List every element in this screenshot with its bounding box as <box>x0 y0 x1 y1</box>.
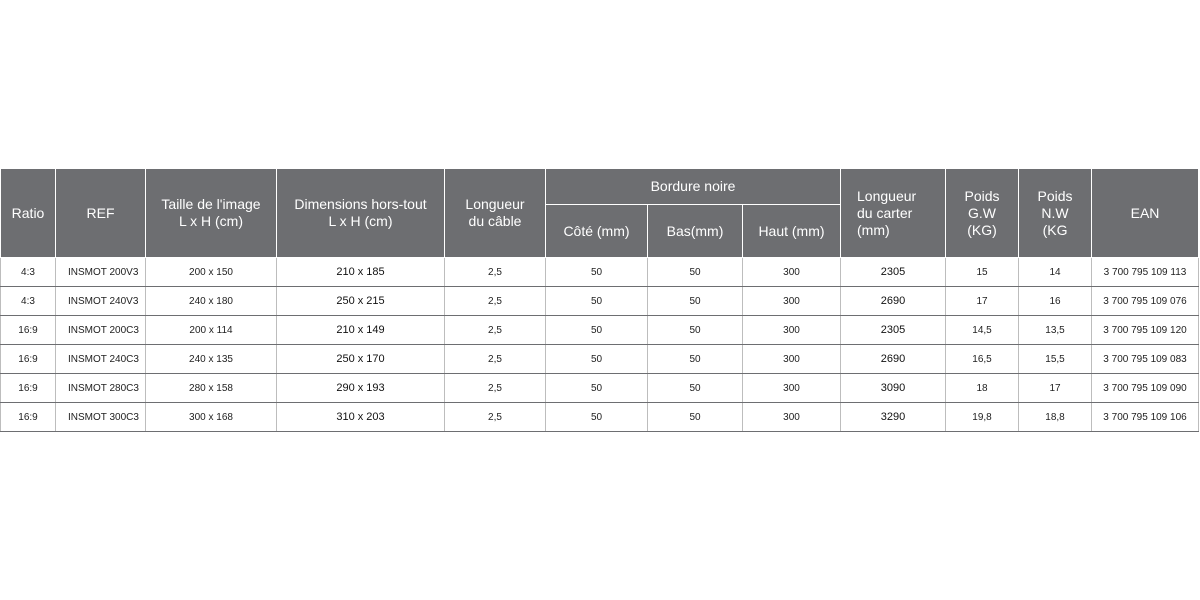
table-row <box>1 287 1199 316</box>
cell-longueur-cable: 2,5 <box>445 287 546 316</box>
table-body <box>1 258 1199 432</box>
cell-taille: 280 x 158 <box>146 374 277 403</box>
cell-longueur-cable: 2,5 <box>445 316 546 345</box>
cell-ratio: 4:3 <box>1 287 56 316</box>
header-poids-nw: Poids N.W (KG <box>1019 169 1092 258</box>
cell-cote: 50 <box>546 287 648 316</box>
cell-cote: 50 <box>546 374 648 403</box>
cell-haut: 300 <box>743 374 841 403</box>
cell-longueur-carter: 2690 <box>841 287 946 316</box>
cell-ratio: 16:9 <box>1 374 56 403</box>
cell-ean: 3 700 795 109 076 <box>1092 287 1199 316</box>
cell-haut: 300 <box>743 316 841 345</box>
table-header <box>1 169 1199 258</box>
cell-ref: INSMOT 240C3 <box>56 345 146 374</box>
cell-poids-gw: 18 <box>946 374 1019 403</box>
cell-ref: INSMOT 200V3 <box>56 258 146 287</box>
cell-ratio: 16:9 <box>1 345 56 374</box>
cell-longueur-cable: 2,5 <box>445 258 546 287</box>
cell-cote: 50 <box>546 403 648 432</box>
cell-taille: 240 x 135 <box>146 345 277 374</box>
cell-longueur-carter: 2305 <box>841 316 946 345</box>
table-row <box>1 345 1199 374</box>
cell-poids-gw: 14,5 <box>946 316 1019 345</box>
cell-cote: 50 <box>546 258 648 287</box>
spec-table <box>0 168 1199 432</box>
cell-haut: 300 <box>743 345 841 374</box>
cell-longueur-cable: 2,5 <box>445 403 546 432</box>
header-bas: Bas(mm) <box>648 205 743 258</box>
cell-ref: INSMOT 240V3 <box>56 287 146 316</box>
cell-dimensions: 250 x 170 <box>277 345 445 374</box>
cell-poids-gw: 19,8 <box>946 403 1019 432</box>
header-dimensions: Dimensions hors-tout L x H (cm) <box>277 169 445 258</box>
cell-poids-gw: 17 <box>946 287 1019 316</box>
cell-haut: 300 <box>743 403 841 432</box>
cell-ean: 3 700 795 109 113 <box>1092 258 1199 287</box>
cell-bas: 50 <box>648 345 743 374</box>
header-ean: EAN <box>1092 169 1199 258</box>
cell-longueur-carter: 3090 <box>841 374 946 403</box>
cell-poids-nw: 14 <box>1019 258 1092 287</box>
cell-taille: 200 x 114 <box>146 316 277 345</box>
cell-poids-gw: 16,5 <box>946 345 1019 374</box>
cell-ratio: 4:3 <box>1 258 56 287</box>
cell-ratio: 16:9 <box>1 403 56 432</box>
cell-cote: 50 <box>546 345 648 374</box>
cell-taille: 300 x 168 <box>146 403 277 432</box>
header-bordure-noire: Bordure noire <box>546 169 841 205</box>
cell-longueur-carter: 2690 <box>841 345 946 374</box>
header-ref: REF <box>56 169 146 258</box>
cell-cote: 50 <box>546 316 648 345</box>
table-row <box>1 374 1199 403</box>
cell-bas: 50 <box>648 403 743 432</box>
cell-poids-nw: 16 <box>1019 287 1092 316</box>
cell-ean: 3 700 795 109 106 <box>1092 403 1199 432</box>
cell-longueur-carter: 3290 <box>841 403 946 432</box>
cell-ean: 3 700 795 109 083 <box>1092 345 1199 374</box>
cell-ean: 3 700 795 109 090 <box>1092 374 1199 403</box>
header-longueur-cable: Longueur du câble <box>445 169 546 258</box>
cell-ref: INSMOT 200C3 <box>56 316 146 345</box>
cell-dimensions: 290 x 193 <box>277 374 445 403</box>
cell-dimensions: 250 x 215 <box>277 287 445 316</box>
header-longueur-carter: Longueur du carter (mm) <box>841 169 946 258</box>
table-row <box>1 316 1199 345</box>
cell-ref: INSMOT 280C3 <box>56 374 146 403</box>
header-poids-gw: Poids G.W (KG) <box>946 169 1019 258</box>
cell-haut: 300 <box>743 287 841 316</box>
cell-dimensions: 210 x 149 <box>277 316 445 345</box>
cell-bas: 50 <box>648 258 743 287</box>
cell-taille: 200 x 150 <box>146 258 277 287</box>
cell-dimensions: 210 x 185 <box>277 258 445 287</box>
cell-bas: 50 <box>648 287 743 316</box>
cell-haut: 300 <box>743 258 841 287</box>
cell-bas: 50 <box>648 374 743 403</box>
cell-taille: 240 x 180 <box>146 287 277 316</box>
cell-longueur-cable: 2,5 <box>445 374 546 403</box>
cell-bas: 50 <box>648 316 743 345</box>
header-cote: Côté (mm) <box>546 205 648 258</box>
header-taille-image: Taille de l'image L x H (cm) <box>146 169 277 258</box>
cell-ratio: 16:9 <box>1 316 56 345</box>
table-row <box>1 403 1199 432</box>
cell-poids-nw: 17 <box>1019 374 1092 403</box>
header-haut: Haut (mm) <box>743 205 841 258</box>
spec-table-container <box>0 168 1198 432</box>
cell-ean: 3 700 795 109 120 <box>1092 316 1199 345</box>
table-row <box>1 258 1199 287</box>
cell-ref: INSMOT 300C3 <box>56 403 146 432</box>
cell-poids-nw: 18,8 <box>1019 403 1092 432</box>
cell-poids-nw: 15,5 <box>1019 345 1092 374</box>
cell-dimensions: 310 x 203 <box>277 403 445 432</box>
cell-poids-gw: 15 <box>946 258 1019 287</box>
cell-poids-nw: 13,5 <box>1019 316 1092 345</box>
header-ratio: Ratio <box>1 169 56 258</box>
cell-longueur-carter: 2305 <box>841 258 946 287</box>
cell-longueur-cable: 2,5 <box>445 345 546 374</box>
